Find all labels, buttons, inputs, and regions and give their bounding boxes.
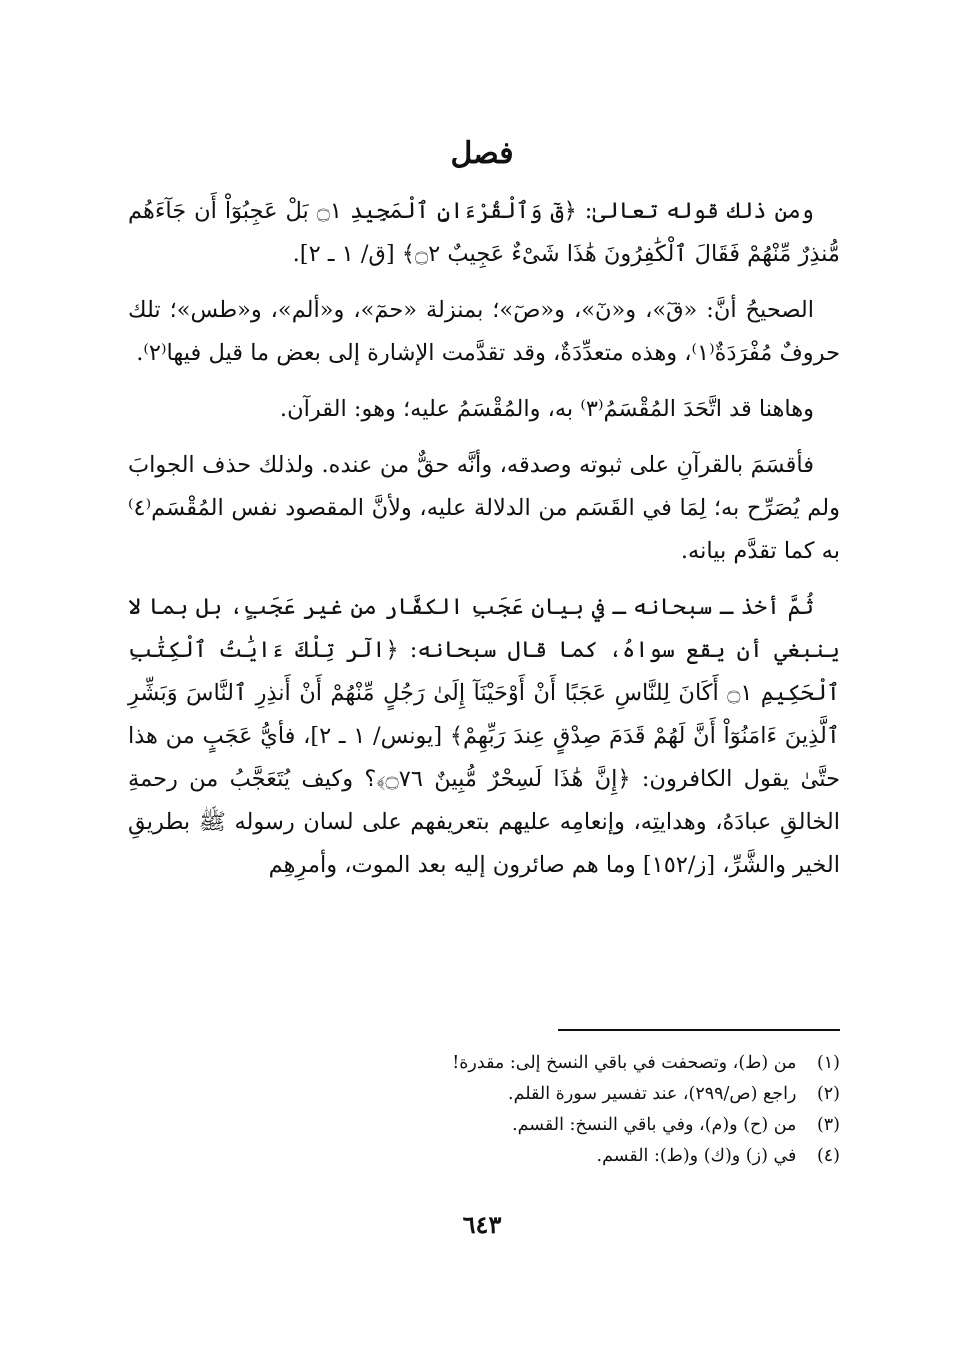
footnote-number: (٣): [816, 1115, 840, 1135]
paragraph-oath: وهاهنا قد اتَّحَدَ المُقْسَمُ⁽٣⁾ به، والمُقْسَمُ عليه؛ وهو: القرآن.: [279, 396, 814, 422]
paragraph-answer-omitted: فأقسَمَ بالقرآنِ على ثبوته وصدقه، وأنَّه حقٌّ من عنده. ولذلك حذف الجوابَ ولم يُصَرِّح به؛ لِمَا في القَسَم من الدلالة عليه، ولأنَّ المقصود نفس المُقْسَم⁽٤⁾ به كما تقدَّم بيانه.: [128, 452, 840, 564]
footnote-number: (٢): [816, 1084, 840, 1104]
footnote-text: من (ط)، وتصحفت في باقي النسخ إلى: مقدرة!: [452, 1053, 797, 1073]
footnote-item: [128, 1079, 840, 1110]
page-number: ٦٤٣: [462, 1210, 502, 1239]
footnote-item: [128, 1110, 840, 1141]
paragraph-letters: الصحيحُ أنَّ: «قٓ»، و«نٓ»، و«صٓ»؛ بمنزلة «حمٓ»، و«ألم»، و«طس»؛ تلك حروفٌ مُفْرَدَةٌ⁽١⁾، وهذه متعدِّدَةٌ، وقد تقدَّمت الإشارة إلى بعض ما قيل فيها⁽٢⁾.: [128, 297, 840, 366]
footnotes-list: [128, 1048, 840, 1172]
paragraph-disbelievers-wonder: ثُمَّ أخذ ـ سبحانه ـ في بيان عَجَبِ الكفَّار من غير عَجَبٍ، بل بما لا ينبغي أن يقع سواهُ، كما قال سبحانه: ﴿الٓر تِلْكَ ءَايَٰتُ ٱلْكِتَٰبِ ٱلْحَكِيمِ ۝١ أَكَانَ لِلنَّاسِ عَجَبًا أَنْ أَوْحَيْنَآ إِلَىٰ رَجُلٍ مِّنْهُمْ أَنْ أَنذِرِ ٱلنَّاسَ وَبَشِّرِ ٱلَّذِينَ ءَامَنُوٓاْ أَنَّ لَهُمْ قَدَمَ صِدْقٍ عِندَ رَبِّهِمْ﴾ [يونس/ ١ ـ ٢]، فأيُّ عَجَبٍ من هذا حتَّىٰ يقول الكافرون: ﴿إِنَّ هَٰذَا لَسِحْرٌ مُّبِينٌ ۝٧٦﴾؟ وكيف يُتَعَجَّبُ من رحمةِ الخالقِ عبادَهُ، وهدايتِه، وإنعامِه عليهم بتعريفهم على لسان رسوله ﷺ بطريقِ الخير والشَّرِّ، [ز/١٥٢] وما هم صائرون إليه بعد الموت، وأمرِهِم: [128, 594, 840, 878]
section-heading: فصل: [450, 136, 514, 171]
footnote-item: [128, 1141, 840, 1172]
paragraph-quran-verse-qaf: ومن ذلك قوله تعالىٰ: ﴿قٓ وَٱلْقُرْءَانِ ٱلْمَجِيدِ ۝١ بَلْ عَجِبُوٓاْ أَن جَآءَهُم مُّنذِرٌ مِّنْهُمْ فَقَالَ ٱلْكَٰفِرُونَ هَٰذَا شَىْءٌ عَجِيبٌ ۝٢﴾ [ق/ ١ ـ ٢].: [128, 198, 840, 267]
main-text: [128, 190, 840, 900]
footnote-text: في (ز) و(ك) و(ط): القسم.: [596, 1146, 797, 1166]
footnote-number: (٤): [816, 1146, 840, 1166]
footnote-item: [128, 1048, 840, 1079]
footnote-divider: [558, 1029, 840, 1031]
footnote-text: راجع (ص/٢٩٩)، عند تفسير سورة القلم.: [508, 1084, 797, 1104]
footnote-text: من (ح) و(م)، وفي باقي النسخ: القسم.: [512, 1115, 797, 1135]
footnote-number: (١): [816, 1053, 840, 1073]
